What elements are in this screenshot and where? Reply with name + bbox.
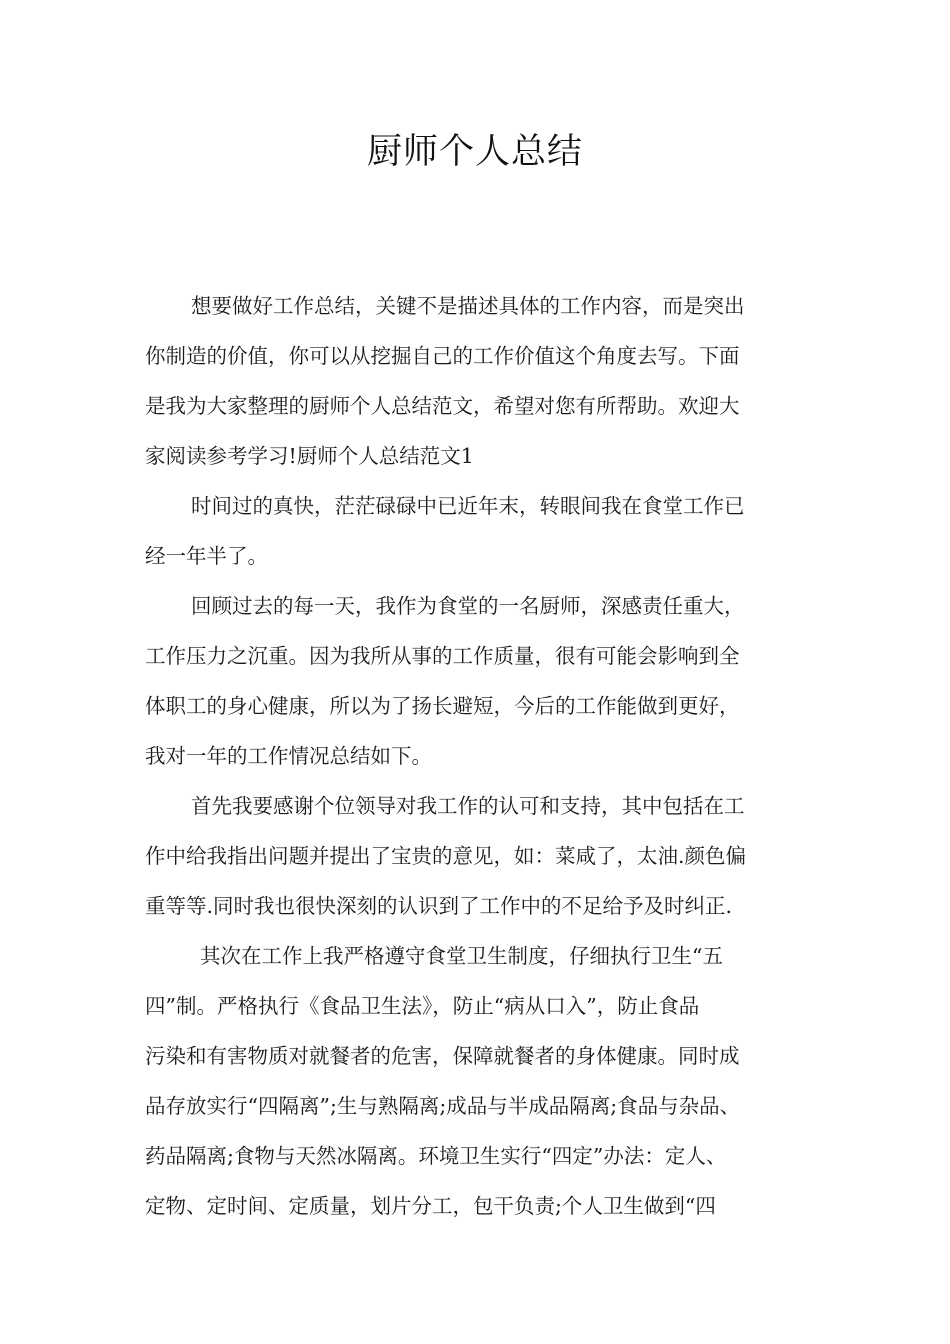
- paragraph-line: 药品隔离;食物与天然冰隔离。环境卫生实行“四定”办法：定人、: [145, 1144, 727, 1168]
- paragraph-line: 想要做好工作总结，关键不是描述具体的工作内容，而是突出: [191, 294, 745, 318]
- paragraph-line: 品存放实行“四隔离”;生与熟隔离;成品与半成品隔离;食品与杂品、: [145, 1094, 741, 1118]
- paragraph-line: 经一年半了。: [145, 544, 268, 568]
- paragraph-line: 我对一年的工作情况总结如下。: [145, 744, 432, 768]
- paragraph-line: 首先我要感谢个位领导对我工作的认可和支持，其中包括在工: [191, 794, 745, 818]
- paragraph-line: 时间过的真快，茫茫碌碌中已近年末，转眼间我在食堂工作已: [191, 494, 745, 518]
- paragraph-line: 工作压力之沉重。因为我所从事的工作质量，很有可能会影响到全: [145, 644, 740, 668]
- paragraph-line: 污染和有害物质对就餐者的危害，保障就餐者的身体健康。同时成: [145, 1044, 740, 1068]
- paragraph-line: 是我为大家整理的厨师个人总结范文，希望对您有所帮助。欢迎大: [145, 394, 740, 418]
- paragraph-line: 家阅读参考学习!厨师个人总结范文1: [145, 444, 474, 468]
- paragraph-line: 定物、定时间、定质量，划片分工，包干负责;个人卫生做到“四: [145, 1194, 716, 1218]
- document-body: [145, 281, 820, 1231]
- paragraph-line: 回顾过去的每一天，我作为食堂的一名厨师，深感责任重大，: [191, 594, 745, 618]
- paragraph-line: 体职工的身心健康，所以为了扬长避短，今后的工作能做到更好，: [145, 694, 740, 718]
- paragraph-line: 四”制。严格执行《食品卫生法》，防止“病从口入”，防止食品: [145, 994, 700, 1018]
- paragraph-line: 作中给我指出问题并提出了宝贵的意见，如：菜咸了，太油.颜色偏: [145, 844, 747, 868]
- document-title: 厨师个人总结: [366, 132, 583, 172]
- paragraph-line: 你制造的价值，你可以从挖掘自己的工作价值这个角度去写。下面: [145, 344, 740, 368]
- paragraph-line: 其次在工作上我严格遵守食堂卫生制度，仔细执行卫生“五: [200, 944, 723, 968]
- paragraph-line: 重等等.同时我也很快深刻的认识到了工作中的不足给予及时纠正.: [145, 894, 733, 918]
